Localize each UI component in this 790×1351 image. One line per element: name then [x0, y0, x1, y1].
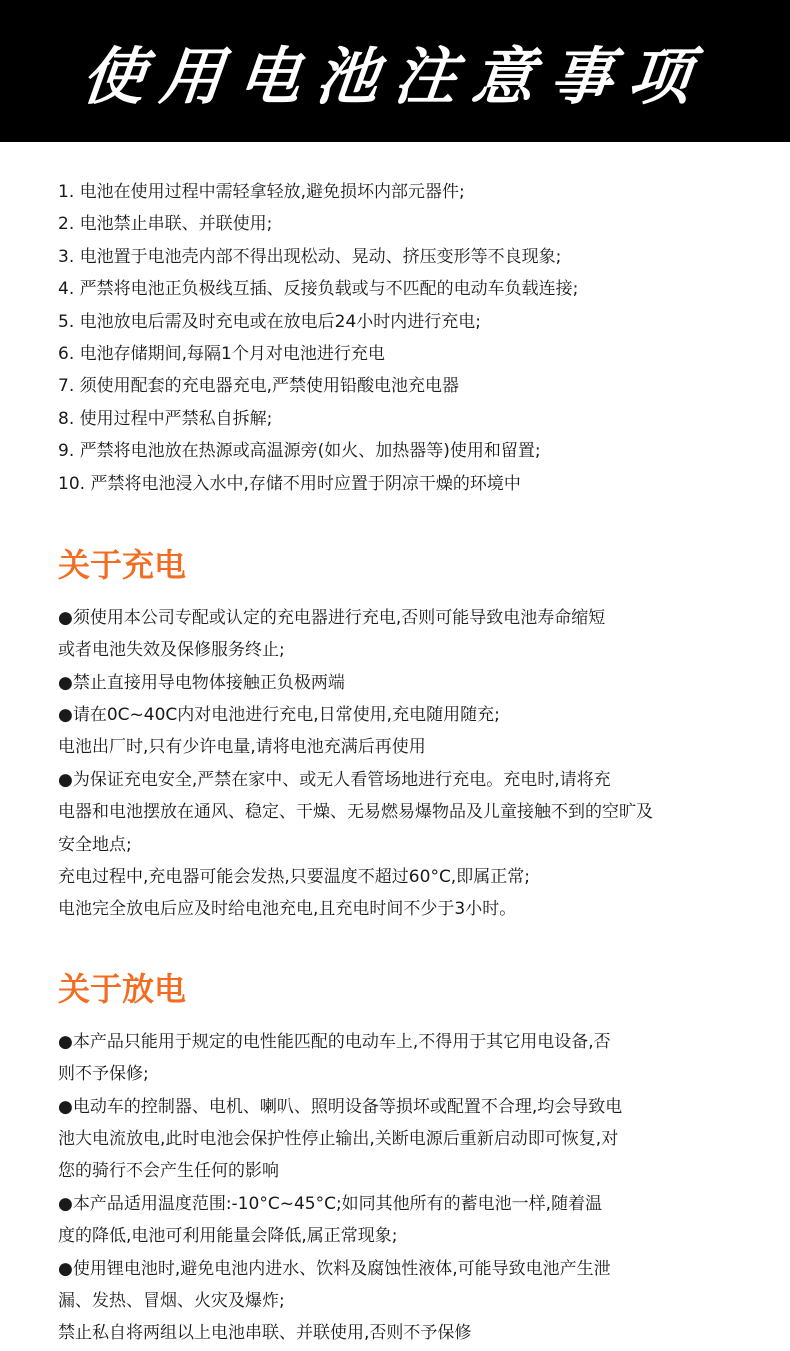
- list-item: 8. 使用过程中严禁私自拆解;: [58, 408, 273, 429]
- list-item: 10. 严禁将电池浸入水中,存储不用时应置于阴凉干燥的环境中: [58, 473, 521, 494]
- charging-text-line: 电器和电池摆放在通风、稳定、干燥、无易燃易爆物品及儿童接触不到的空旷及: [58, 802, 653, 823]
- charging-text-line: ●禁止直接用导电物体接触正负极两端: [58, 672, 345, 693]
- list-item: 6. 电池存储期间,每隔1个月对电池进行充电: [58, 343, 385, 364]
- discharging-text-line: 度的降低,电池可利用能量会降低,属正常现象;: [58, 1226, 398, 1247]
- discharging-text-line: 则不予保修;: [58, 1064, 149, 1085]
- charging-text-line: 充电过程中,充电器可能会发热,只要温度不超过60°C,即属正常;: [58, 867, 530, 888]
- title-banner: [0, 0, 790, 142]
- discharging-text-line: ●电动车的控制器、电机、喇叭、照明设备等损坏或配置不合理,均会导致电: [58, 1096, 623, 1117]
- charging-section: [58, 602, 768, 926]
- charging-text-line: 电池出厂时,只有少许电量,请将电池充满后再使用: [58, 737, 426, 758]
- usage-rules-list: [58, 176, 758, 500]
- discharging-text-line: 漏、发热、冒烟、火灾及爆炸;: [58, 1290, 285, 1311]
- list-item: 3. 电池置于电池壳内部不得出现松动、晃动、挤压变形等不良现象;: [58, 246, 562, 267]
- charging-text-line: ●请在0C~40C内对电池进行充电,日常使用,充电随用随充;: [58, 705, 500, 726]
- charging-text-line: 电池完全放电后应及时给电池充电,且充电时间不少于3小时。: [58, 899, 517, 920]
- discharging-text-line: 禁止私自将两组以上电池串联、并联使用,否则不予保修: [58, 1323, 472, 1344]
- list-item: 5. 电池放电后需及时充电或在放电后24小时内进行充电;: [58, 311, 481, 332]
- discharging-text-line: 您的骑行不会产生任何的影响: [58, 1161, 279, 1182]
- list-item: 4. 严禁将电池正负极线互插、反接负载或与不匹配的电动车负载连接;: [58, 279, 579, 300]
- discharging-heading: 关于放电: [58, 969, 187, 1008]
- charging-text-line: ●为保证充电安全,严禁在家中、或无人看管场地进行充电。充电时,请将充: [58, 769, 611, 790]
- list-item: 7. 须使用配套的充电器充电,严禁使用铅酸电池充电器: [58, 376, 460, 397]
- charging-text-line: ●须使用本公司专配或认定的充电器进行充电,否则可能导致电池寿命缩短: [58, 607, 606, 628]
- discharging-text-line: ●本产品适用温度范围:-10°C~45°C;如同其他所有的蓄电池一样,随着温: [58, 1193, 603, 1214]
- discharging-text-line: ●使用锂电池时,避免电池内进水、饮料及腐蚀性液体,可能导致电池产生泄: [58, 1258, 611, 1279]
- charging-heading: 关于充电: [58, 545, 187, 584]
- list-item: 9. 严禁将电池放在热源或高温源旁(如火、加热器等)使用和留置;: [58, 441, 541, 462]
- list-item: 2. 电池禁止串联、并联使用;: [58, 214, 273, 235]
- discharging-section: [58, 1026, 768, 1350]
- list-item: 1. 电池在使用过程中需轻拿轻放,避免损坏内部元器件;: [58, 182, 465, 202]
- discharging-text-line: 池大电流放电,此时电池会保护性停止输出,关断电源后重新启动即可恢复,对: [58, 1128, 619, 1149]
- charging-text-line: 安全地点;: [58, 834, 132, 855]
- discharging-text-line: ●本产品只能用于规定的电性能匹配的电动车上,不得用于其它用电设备,否: [58, 1031, 611, 1052]
- page-title: 使用电池注意事项: [78, 39, 711, 113]
- charging-text-line: 或者电池失效及保修服务终止;: [58, 640, 285, 661]
